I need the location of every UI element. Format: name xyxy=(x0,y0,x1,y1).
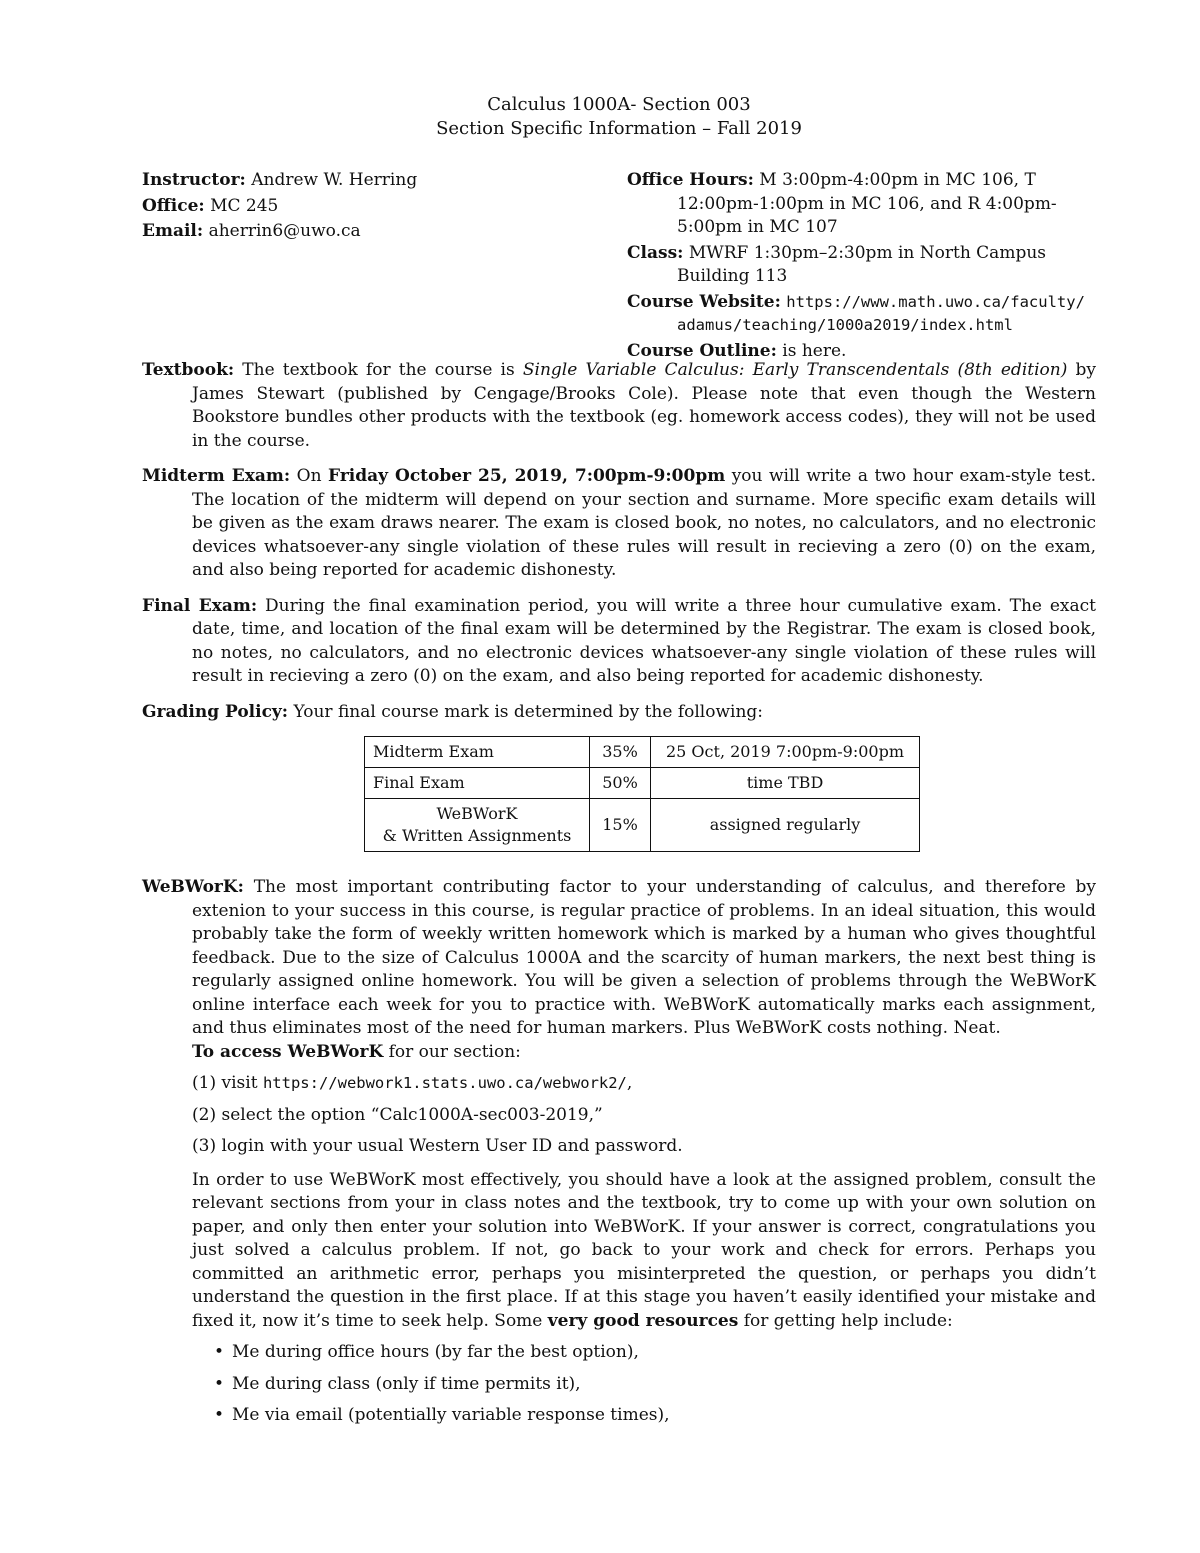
midterm-text-pre: On xyxy=(296,466,322,486)
usage-text-pre: In order to use WeBWorK most effectively, you should have a look at the assigned problem, consult the relevant sections from your in class notes and the textbook, try to come up with your own solution on paper, and only then enter your solution into WeBWorK. If your answer is correct, congratulations you just solved a calculus problem. If not, go back to your work and check for errors. Perhaps you committed an arithmetic error, perhaps you misinterpreted the question, or perhaps you didn’t understand the question in the first place. If at this stage you haven’t easily identified your mistake and fixed it, now it’s time to seek help. Some xyxy=(192,1169,1096,1331)
webwork-access-line xyxy=(142,1041,1096,1065)
table-row xyxy=(365,799,920,852)
help-resources-list xyxy=(214,1341,1096,1428)
bullet-icon: • xyxy=(214,1342,225,1362)
email-label: Email: xyxy=(142,221,204,241)
resource-text: Me via email (potentially variable response times), xyxy=(232,1405,670,1425)
webwork-text: The most important contributing factor to your understanding of calculus, and therefore by extenion to your success in this course, is regular practice of problems. In an ideal situation, this would probably take the form of weekly written homework which is marked by a human who gives thoughtful feedback. Due to the size of Calculus 1000A and the scarcity of human markers, the next best thing is regularly assigned online homework. You will be given a selection of problems through the WeBWorK online interface each week for you to practice with. WeBWorK automatically marks each assignment, and thus eliminates most of the need for human markers. Plus WeBWorK costs nothing. Neat. xyxy=(192,877,1096,1038)
instructor-info xyxy=(142,169,562,246)
office-hours-label: Office Hours: xyxy=(627,170,754,190)
list-item xyxy=(214,1404,1096,1428)
grade-weight: 35% xyxy=(590,737,651,768)
grade-item-line2: & Written Assignments xyxy=(382,826,572,845)
office-label: Office: xyxy=(142,195,205,216)
resource-text: Me during office hours (by far the best option), xyxy=(232,1342,639,1362)
webwork-usage-paragraph xyxy=(142,1169,1096,1334)
instructor-name: Andrew W. Herring xyxy=(251,170,418,190)
list-item xyxy=(214,1373,1096,1397)
grading-label: Grading Policy: xyxy=(142,701,289,722)
textbook-section xyxy=(142,359,1096,453)
website-label: Course Website: xyxy=(627,291,781,312)
step-number: (1) xyxy=(192,1073,217,1093)
webwork-steps xyxy=(192,1072,1096,1159)
email-line xyxy=(142,220,562,244)
list-item xyxy=(192,1135,1096,1159)
document-title xyxy=(142,93,1096,141)
office-hours-line xyxy=(627,169,1097,240)
midterm-section xyxy=(142,465,1096,583)
grade-weight: 50% xyxy=(590,768,651,799)
step-text: login with your usual Western User ID and password. xyxy=(221,1136,683,1156)
email-address[interactable]: aherrin6@uwo.ca xyxy=(208,221,361,241)
document-page xyxy=(142,93,1096,1436)
table-row xyxy=(365,768,920,799)
usage-text-post: for getting help include: xyxy=(743,1310,953,1331)
website-line xyxy=(627,291,1097,338)
website-url-part2[interactable]: adamus/teaching/1000a2019/index.html xyxy=(677,316,1013,334)
website-url-part1[interactable]: https://www.math.uwo.ca/faculty/ xyxy=(786,292,1085,311)
webwork-label: WeBWorK: xyxy=(142,877,244,897)
grading-table xyxy=(364,736,920,852)
grade-when: 25 Oct, 2019 7:00pm-9:00pm xyxy=(651,737,920,768)
schedule-info xyxy=(627,169,1097,365)
grade-item xyxy=(365,799,590,852)
office-room: MC 245 xyxy=(210,195,279,216)
midterm-date: Friday October 25, 2019, 7:00pm-9:00pm xyxy=(328,466,726,486)
instructor-label: Instructor: xyxy=(142,170,246,190)
bullet-icon: • xyxy=(214,1373,225,1394)
table-row xyxy=(365,737,920,768)
grading-section xyxy=(142,701,1096,725)
outline-label: Course Outline: xyxy=(627,340,777,361)
grade-item: Final Exam xyxy=(365,768,590,799)
step-text: visit xyxy=(221,1073,258,1093)
instructor-line xyxy=(142,169,562,193)
list-item xyxy=(192,1072,1096,1096)
webwork-section xyxy=(142,876,1096,1041)
course-title: Calculus 1000A- Section 003 xyxy=(487,94,751,115)
final-exam-text: During the final examination period, you will write a three hour cumulative exam. The exact date, time, and location of the final exam will be determined by the Registrar. The exam is closed book, no notes, no calculators, and no electronic devices whatsoever-any single violation of these rules will result in recieving a zero (0) on the exam, and also being reported for academic dishonesty. xyxy=(192,595,1096,686)
class-value: MWRF 1:30pm–2:30pm in North Campus Building 113 xyxy=(677,242,1046,286)
textbook-text-pre: The textbook for the course is xyxy=(242,360,515,380)
textbook-title: Single Variable Calculus: Early Transcendentals (8th edition) xyxy=(522,360,1068,380)
office-hours-value: M 3:00pm-4:00pm in MC 106, T 12:00pm-1:00pm in MC 106, and R 4:00pm-5:00pm in MC 107 xyxy=(677,170,1057,237)
grade-item-line1: WeBWorK xyxy=(436,804,518,823)
grade-item: Midterm Exam xyxy=(365,737,590,768)
resource-text: Me during class (only if time permits it), xyxy=(232,1373,581,1394)
outline-link[interactable]: is here. xyxy=(782,340,847,361)
step-number: (2) xyxy=(192,1104,217,1125)
step-punct: , xyxy=(626,1073,633,1093)
grading-text: Your final course mark is determined by the following: xyxy=(293,701,764,722)
grade-weight: 15% xyxy=(590,799,651,852)
usage-text-bold: very good resources xyxy=(547,1310,739,1331)
list-item xyxy=(214,1341,1096,1365)
webwork-access-bold: To access WeBWorK xyxy=(192,1041,384,1062)
midterm-label: Midterm Exam: xyxy=(142,466,291,486)
office-line xyxy=(142,195,562,219)
list-item xyxy=(192,1104,1096,1128)
textbook-text-post: by James Stewart (published by Cengage/Brooks Cole). Please note that even though the Western Bookstore bundles other products with the textbook (eg. homework access codes), they will not be used in the course. xyxy=(192,360,1097,451)
webwork-access-rest: for our section: xyxy=(388,1041,521,1062)
step-number: (3) xyxy=(192,1136,217,1156)
final-exam-section xyxy=(142,595,1096,689)
bullet-icon: • xyxy=(214,1405,225,1425)
step-text: select the option “Calc1000A-sec003-2019,” xyxy=(221,1104,603,1125)
outline-line xyxy=(627,340,1097,364)
textbook-label: Textbook: xyxy=(142,360,235,380)
course-info-header xyxy=(142,169,1096,359)
webwork-url-link[interactable]: https://webwork1.stats.uwo.ca/webwork2/ xyxy=(262,1074,627,1092)
grade-when: time TBD xyxy=(651,768,920,799)
midterm-text-post: you will write a two hour exam-style test. The location of the midterm will depend on your section and surname. More specific exam details will be given as the exam draws nearer. The exam is closed book, no notes, no calculators, and no electronic devices whatsoever-any single violation of these rules will result in recieving a zero (0) on the exam, and also being reported for academic dishonesty. xyxy=(192,466,1096,580)
class-line xyxy=(627,242,1097,289)
grade-when: assigned regularly xyxy=(651,799,920,852)
course-subtitle: Section Specific Information – Fall 2019 xyxy=(436,118,802,139)
final-exam-label: Final Exam: xyxy=(142,595,258,616)
class-label: Class: xyxy=(627,242,684,263)
